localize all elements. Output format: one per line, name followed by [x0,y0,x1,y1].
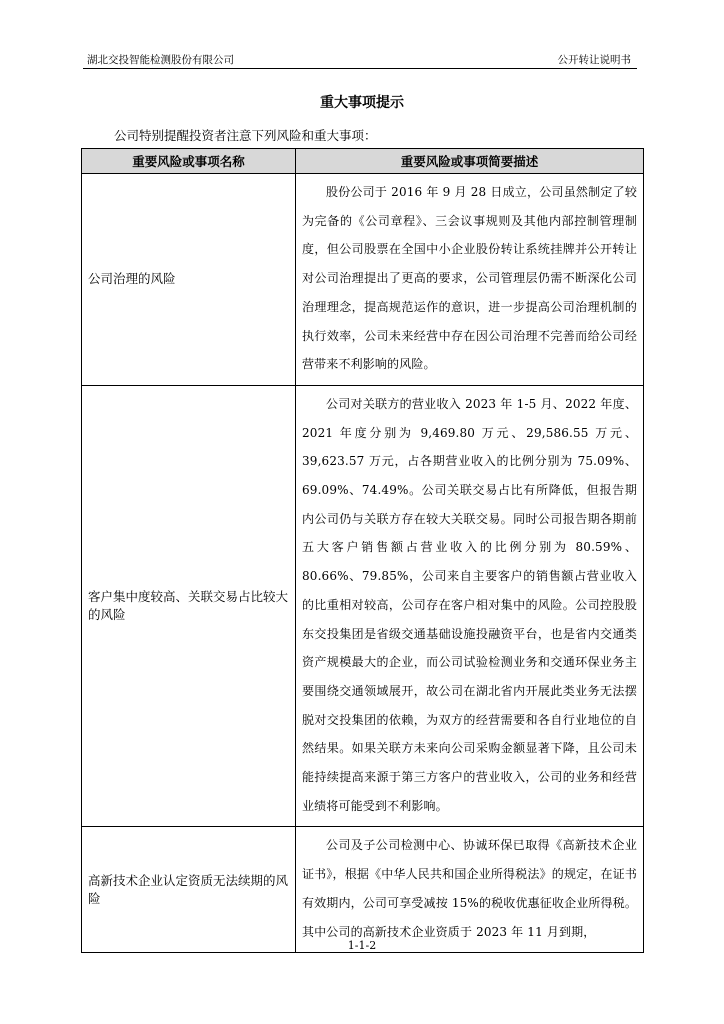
risk-desc: 公司及子公司检测中心、协诚环保已取得《高新技术企业证书》，根据《中华人民共和国企业所得税法》的规定，在证书有效期内，公司可享受减按 15%的税收优惠征收企业所得税。其中公司的高新技术企业资质于 2023 年 11 月到期， [302,838,637,939]
page-header [83,52,637,69]
risk-name: 高新技术企业认定资质无法续期的风险 [82,827,296,953]
risk-desc-cell [296,827,644,953]
risk-table [81,148,644,953]
risk-desc: 公司对关联方的营业收入 2023 年 1-5 月、2022 年度、2021 年度分别为 9,469.80 万元、29,586.55 万元、39,623.57 万元，占各期营业收入的比例分别为 75.09%、69.09%、74.49%。公司关联交易占比有所降低，但报告期内公司仍与关联方存在较大关联交易。同时公司报告期各期前五大客户销售额占营业收入的比例分别为 80.59%、80.66%、79.85%，公司来自主要客户的销售额占营业收入的比重相对较高，公司存在客户相对集中的风险。公司控股股东交投集团是省级交通基础设施投融资平台，也是省内交通类资产规模最大的企业，而公司试验检测业务和交通环保业务主要围绕交通领域展开，故公司在湖北省内开展此类业务无法摆脱对交投集团的依赖，为双方的经营需要和各自行业地位的自然结果。如果关联方未来向公司采购金额显著下降，且公司未能持续提高来源于第三方客户的营业收入，公司的业务和经营业绩将可能受到不利影响。 [302,396,637,813]
page-number: 1-1-2 [347,939,377,952]
risk-desc-cell [296,385,644,827]
table-row [82,385,644,827]
intro-text: 公司特别提醒投资者注意下列风险和重大事项： [114,128,377,143]
risk-desc: 股份公司于 2016 年 9 月 28 日成立，公司虽然制定了较为完备的《公司章程》、三会议事规则及其他内部控制管理制度，但公司股票在全国中小企业股份转让系统挂牌并公开转让对公司治理提出了更高的要求，公司管理层仍需不断深化公司治理理念，提高规范运作的意识，进一步提高公司治理机制的执行效率，公司未来经营中存在因公司治理不完善而给公司经营带来不利影响的风险。 [302,185,637,372]
page-title: 重大事项提示 [320,95,404,111]
header-doc-type: 公开转让说明书 [557,54,631,66]
table-row [82,174,644,386]
risk-desc-cell [296,174,644,386]
table-row [82,827,644,953]
header-company: 湖北交投智能检测股份有限公司 [87,54,234,66]
risk-name: 公司治理的风险 [82,174,296,386]
col-header-desc: 重要风险或事项简要描述 [296,149,644,174]
table-header-row [82,149,644,174]
risk-name: 客户集中度较高、关联交易占比较大的风险 [82,385,296,827]
col-header-name: 重要风险或事项名称 [82,149,296,174]
